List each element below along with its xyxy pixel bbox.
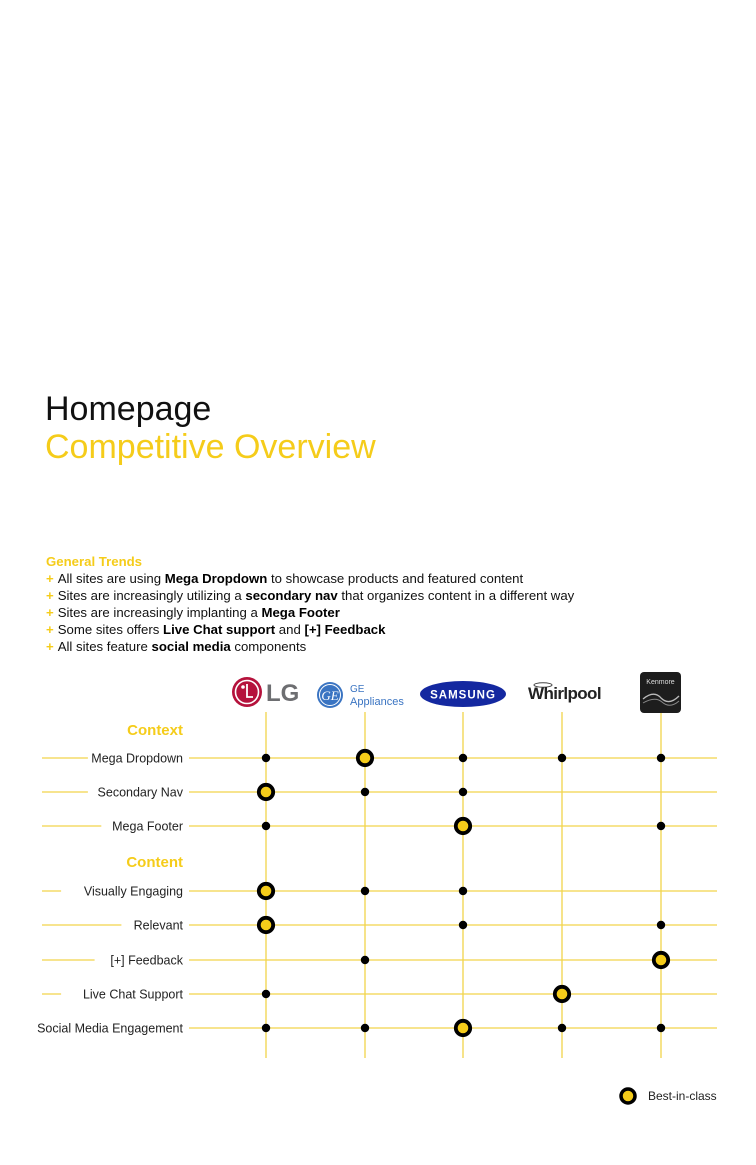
trend-text: Sites are increasingly utilizing a	[57, 588, 246, 603]
best-in-class-mark	[259, 918, 273, 932]
trend-keyword: Live Chat support	[163, 622, 276, 637]
trend-keyword: secondary nav	[245, 588, 338, 603]
dot-mark	[262, 754, 270, 762]
kenmore-logo	[640, 672, 681, 713]
best-in-class-mark	[358, 751, 372, 765]
title-line-1: Homepage	[45, 390, 212, 428]
dot-mark	[459, 921, 467, 929]
trend-text: that organizes content in a different way	[337, 588, 575, 603]
row-label: Visually Engaging	[83, 884, 183, 899]
row-label: Mega Footer	[112, 819, 183, 834]
best-in-class-mark	[456, 819, 470, 833]
row-label: [+] Feedback	[110, 953, 183, 968]
row-label: Mega Dropdown	[91, 751, 183, 766]
ge-logo-text: GE	[350, 684, 365, 695]
trend-text: Some sites offers	[57, 622, 164, 637]
best-in-class-mark	[259, 785, 273, 799]
dot-mark	[657, 754, 665, 762]
trends-heading: General Trends	[46, 554, 143, 569]
dot-mark	[262, 990, 270, 998]
trend-text: to showcase products and featured content	[267, 571, 524, 586]
plus-icon: +	[46, 571, 54, 586]
ge-logo	[317, 682, 404, 708]
dot-mark	[657, 822, 665, 830]
group-label: Context	[127, 722, 183, 739]
dot-mark	[361, 1024, 369, 1032]
dot-mark	[558, 754, 566, 762]
plus-icon: +	[46, 605, 54, 620]
best-in-class-mark	[654, 953, 668, 967]
title-line-2: Competitive Overview	[45, 428, 376, 466]
lg-logo	[232, 677, 299, 707]
row-label: Social Media Engagement	[37, 1021, 183, 1036]
trend-text: All sites are using	[57, 571, 165, 586]
lg-logo-eye	[241, 685, 245, 689]
dot-mark	[558, 1024, 566, 1032]
trend-keyword: [+] Feedback	[304, 622, 386, 637]
ge-logo-mark: GE	[321, 688, 339, 703]
whirlpool-logo-text: Whirlpool	[528, 684, 601, 703]
row-label: Secondary Nav	[97, 785, 183, 800]
trend-text: and	[275, 622, 305, 637]
dot-mark	[262, 1024, 270, 1032]
dot-mark	[459, 887, 467, 895]
dot-mark	[459, 788, 467, 796]
dot-mark	[262, 822, 270, 830]
ge-logo-sub: Appliances	[350, 696, 404, 708]
dot-mark	[459, 754, 467, 762]
trend-keyword: Mega Dropdown	[164, 571, 268, 586]
plus-icon: +	[46, 639, 54, 654]
whirlpool-logo	[528, 683, 601, 703]
group-label: Content	[126, 854, 183, 871]
plus-icon: +	[46, 622, 54, 637]
row-label: Relevant	[133, 918, 183, 933]
trend-text: Sites are increasingly implanting a	[57, 605, 262, 620]
lg-logo-text: LG	[266, 680, 300, 707]
samsung-logo-text: SAMSUNG	[430, 689, 496, 702]
dot-mark	[361, 887, 369, 895]
dot-mark	[361, 788, 369, 796]
samsung-logo	[420, 681, 506, 707]
dot-mark	[361, 956, 369, 964]
dot-mark	[657, 921, 665, 929]
legend-label: Best-in-class	[648, 1089, 717, 1103]
kenmore-logo-text: Kenmore	[646, 679, 675, 686]
dot-mark	[657, 1024, 665, 1032]
trend-text: components	[230, 639, 307, 654]
best-in-class-mark	[259, 884, 273, 898]
plus-icon: +	[46, 588, 54, 603]
best-in-class-mark	[555, 987, 569, 1001]
trend-keyword: social media	[151, 639, 231, 654]
row-label: Live Chat Support	[82, 987, 183, 1002]
best-in-class-mark	[456, 1021, 470, 1035]
trend-keyword: Mega Footer	[261, 605, 340, 620]
trend-text: All sites feature	[57, 639, 152, 654]
legend-best-icon	[618, 1085, 642, 1107]
